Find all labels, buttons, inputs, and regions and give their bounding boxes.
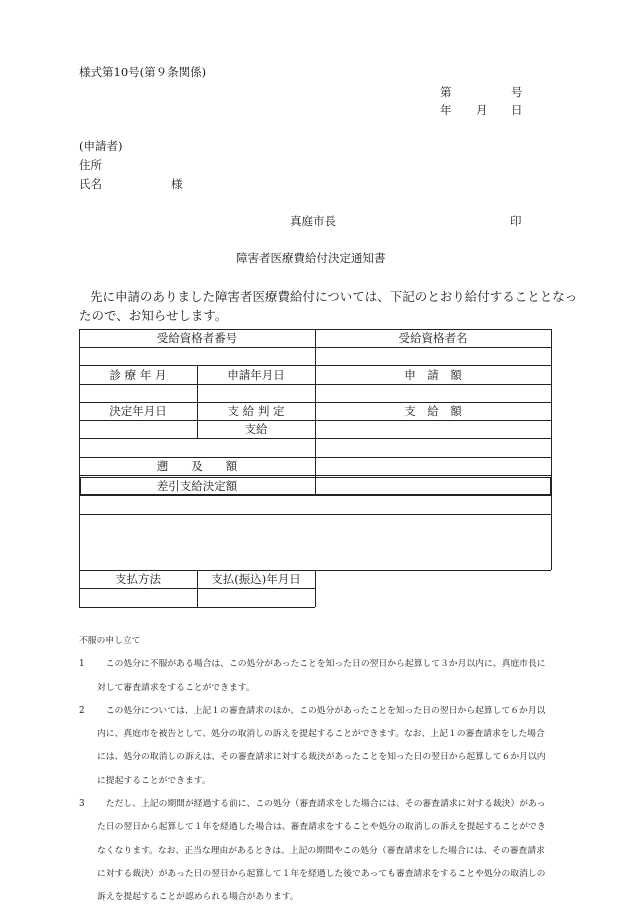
recipient-name-header: 受給資格者名 bbox=[398, 331, 468, 345]
document-title: 障害者医療費給付決定通知書 bbox=[236, 251, 386, 265]
payment-judgment-value: 支給 bbox=[244, 422, 268, 436]
retroactive-amount-label: 遡 及 額 bbox=[156, 459, 238, 473]
appeal-item-number: 1 bbox=[79, 659, 85, 670]
applicant-label: (申請者) bbox=[79, 139, 123, 153]
date-day: 日 bbox=[511, 103, 523, 117]
appeal-line: 訴えを提起することが認められる場合があります。 bbox=[97, 892, 299, 903]
payment-judgment-header: 支 給 判 定 bbox=[227, 404, 285, 418]
treatment-month-header: 診 療 年 月 bbox=[109, 367, 167, 382]
appeal-item bbox=[79, 700, 555, 793]
appeal-line: には、処分の取消しの訴えは、その審査請求に対する裁決があったことを知った日の翌日から起算して６か月以内 bbox=[97, 752, 546, 763]
applied-amount-header: 申 請 額 bbox=[404, 367, 462, 382]
doc-number-prefix: 第 bbox=[440, 85, 452, 99]
intro-line-2: たので、お知らせします。 bbox=[79, 308, 228, 323]
appeal-line: に対する裁決）があった日の翌日から起算して１年を経過した後であっても審査請求をすることや処分の取消しの bbox=[97, 868, 546, 879]
decision-date-header: 決定年月日 bbox=[109, 404, 167, 418]
issuer-title: 真庭市長 bbox=[290, 214, 336, 228]
appeal-section bbox=[79, 630, 555, 910]
payment-amount-header: 支 給 額 bbox=[404, 404, 462, 418]
name-label: 氏名 bbox=[79, 177, 102, 191]
appeal-line: ただし、上記の期間が経過する前に、この処分（審査請求をした場合には、その審査請求に対する裁決）があっ bbox=[97, 799, 546, 810]
appeal-item-number: 2 bbox=[79, 705, 85, 716]
payment-date-header: 支払(振込)年月日 bbox=[211, 572, 301, 586]
date-year: 年 bbox=[440, 103, 452, 117]
appeal-line: に提起することができます。 bbox=[97, 775, 211, 786]
address-label: 住所 bbox=[79, 158, 102, 172]
doc-number-suffix: 号 bbox=[511, 85, 523, 99]
appeal-line: なくなります。なお、正当な理由があるときは、上記の期間やこの処分（審査請求をした場合には、その審査請求 bbox=[97, 845, 545, 856]
application-date-header: 申請年月日 bbox=[227, 367, 285, 382]
net-payment-amount-label: 差引支給決定額 bbox=[156, 478, 238, 493]
appeal-item bbox=[79, 793, 555, 909]
payment-method-header: 支払方法 bbox=[115, 572, 161, 586]
appeal-item-number: 3 bbox=[79, 799, 85, 810]
appeal-line: この処分に不服がある場合は、この処分があったことを知った日の翌日から起算して３か月以内に、真庭市長に bbox=[97, 659, 546, 670]
appeal-line: 対して審査請求をすることができます。 bbox=[97, 682, 255, 693]
appeal-line: この処分については、上記１の審査請求のほか、この処分があったことを知った日の翌日から起算して６か月以 bbox=[97, 705, 546, 716]
appeal-item bbox=[79, 653, 555, 700]
date-month: 月 bbox=[476, 103, 488, 117]
honorific: 様 bbox=[171, 177, 183, 191]
seal-mark: 印 bbox=[510, 214, 522, 228]
form-number: 様式第10号(第９条関係) bbox=[79, 65, 207, 79]
appeal-line: 内に、真庭市を被告として、処分の取消しの訴えを提起することができます。なお、上記１の審査請求をした場合 bbox=[97, 729, 545, 740]
recipient-number-header: 受給資格者番号 bbox=[156, 331, 238, 345]
intro-line-1: 先に申請のありました障害者医療費給付については、下記のとおり給付することとなっ bbox=[90, 289, 578, 304]
appeal-line: た日の翌日から起算して１年を経過した場合は、審査請求をすることや処分の取消しの訴えを提起することができ bbox=[97, 822, 546, 833]
appeal-heading: 不服の申し立て bbox=[79, 636, 141, 646]
